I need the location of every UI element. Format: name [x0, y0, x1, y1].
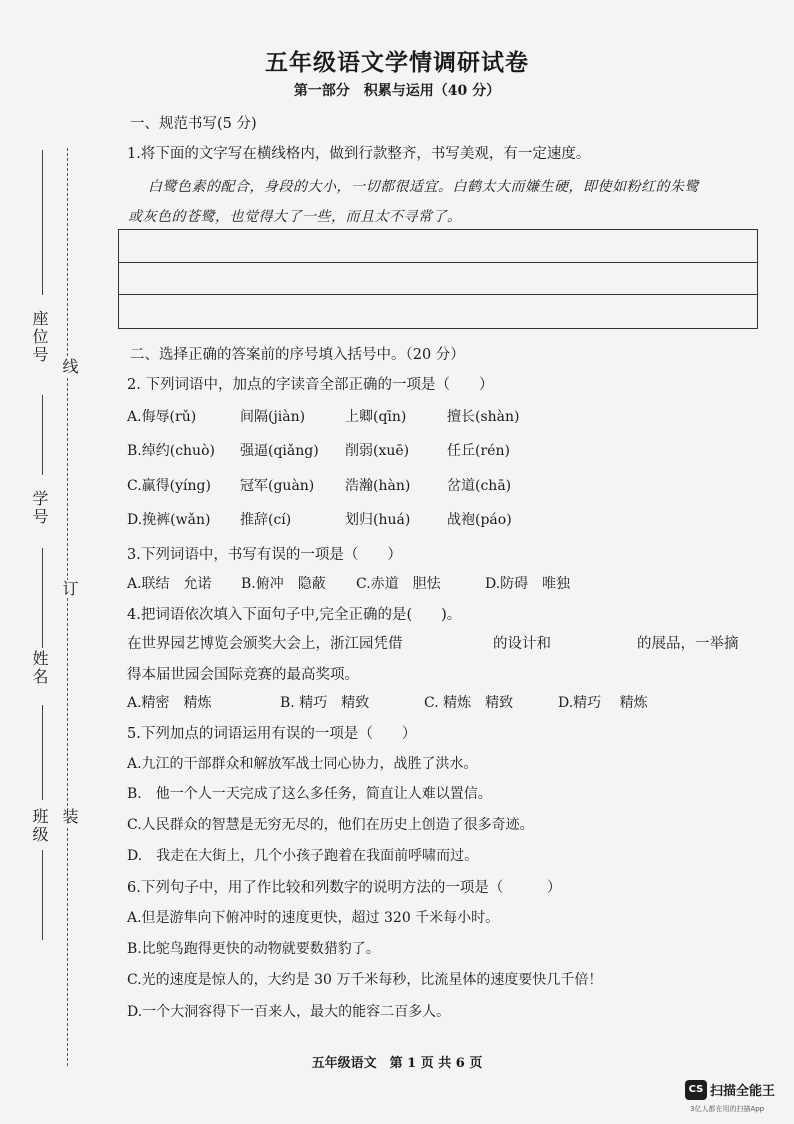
q2-option: 冠军(guàn): [240, 478, 315, 494]
handwriting-grid[interactable]: [118, 229, 758, 329]
name-label: 姓名: [30, 650, 49, 686]
q5-option-a: A.九江的干部群众和解放军战士同心协力，战胜了洪水。: [127, 756, 478, 772]
q2-option: C.赢得(yíng): [127, 478, 211, 494]
q2-option: 浩瀚(hàn): [345, 478, 411, 494]
q5-option-b: B. 他一个人一天完成了这么多任务，简直让人难以置信。: [127, 786, 492, 802]
section1-heading: 一、规范书写(5 分): [130, 116, 257, 132]
q2-option: 强逼(qiǎng): [240, 443, 319, 459]
q2-option: A.侮辱(rǔ): [127, 409, 197, 425]
q3-option-b: B.俯冲 隐蔽: [241, 576, 326, 592]
q6-option-d: D.一个大洞容得下一百来人，最大的能容二百多人。: [127, 1004, 451, 1020]
q2-option: 削弱(xuē): [345, 443, 410, 459]
q2-option: D.挽裤(wǎn): [127, 512, 211, 528]
scanner-app-name: 扫描全能王: [710, 1084, 776, 1099]
q2-option: 间隔(jiàn): [240, 409, 306, 425]
passage-line-2: 或灰色的苍鹭，也觉得大了一些，而且太不寻常了。: [128, 209, 462, 225]
name-blank-line: [42, 548, 43, 648]
line-mark: 线: [60, 358, 79, 376]
binding-line: [67, 148, 68, 1066]
passage-line-1: 白鹭色素的配合，身段的大小，一切都很适宜。白鹤太大而嫌生硬，即使如粉红的朱鹭: [148, 179, 699, 195]
q1-stem: 1.将下面的文字写在横线格内，做到行款整齐，书写美观，有一定速度。: [127, 146, 591, 162]
q6-stem: 6.下列句子中，用了作比较和列数字的说明方法的一项是（ ）: [127, 880, 562, 896]
q2-option: 战袍(páo): [447, 512, 512, 528]
q4-option-d: D.精巧 精炼: [558, 695, 648, 711]
writing-line: [119, 294, 757, 295]
q4-sentence-line2: 得本届世园会国际竞赛的最高奖项。: [127, 667, 359, 683]
page-title: 五年级语文学情调研试卷: [265, 49, 529, 76]
q4-sentence-part2: 的设计和: [493, 636, 551, 652]
page-subtitle: 第一部分 积累与运用（40 分）: [293, 83, 501, 99]
q5-option-c: C.人民群众的智慧是无穷无尽的，他们在历史上创造了很多奇迹。: [127, 817, 534, 833]
bind-mark: 订: [60, 580, 79, 598]
q2-option: 上卿(qīn): [345, 409, 407, 425]
writing-line: [119, 262, 757, 263]
q6-option-b: B.比鸵鸟跑得更快的动物就要数猎豹了。: [127, 941, 380, 957]
bottom-blank-line: [42, 850, 43, 940]
student-number-label: 学号: [30, 490, 49, 526]
q2-option: 划归(huá): [345, 512, 411, 528]
q2-stem: 2. 下列词语中，加点的字读音全部正确的一项是（ ）: [127, 377, 494, 393]
q3-option-d: D.防碍 唯独: [485, 576, 571, 592]
q4-sentence-part1: 在世界园艺博览会颁奖大会上，浙江园凭借: [127, 636, 403, 652]
q4-sentence-part3: 的展品，一举摘: [637, 636, 739, 652]
q3-option-a: A.联结 允诺: [127, 576, 212, 592]
class-blank-line: [42, 705, 43, 800]
q3-stem: 3.下列词语中，书写有误的一项是（ ）: [127, 547, 402, 563]
q4-option-c: C. 精炼 精致: [424, 695, 514, 711]
q2-option: 岔道(chā): [447, 478, 512, 494]
seat-number-label: 座位号: [30, 310, 49, 364]
q6-option-c: C.光的速度是惊人的，大约是 30 万千米每秒，比流星体的速度要快几千倍！: [127, 972, 603, 988]
q2-option: B.绰约(chuò): [127, 443, 215, 459]
q3-option-c: C.赤道 胆怯: [356, 576, 441, 592]
q4-option-a: A.精密 精炼: [127, 695, 212, 711]
page-footer: 五年级语文 第 1 页 共 6 页: [311, 1056, 483, 1071]
scanner-logo: CS: [685, 1080, 707, 1100]
staple-mark: 装: [60, 808, 79, 826]
q2-option: 推辞(cí): [240, 512, 292, 528]
q5-stem: 5.下列加点的词语运用有误的一项是（ ）: [127, 726, 417, 742]
section2-heading: 二、选择正确的答案前的序号填入括号中。（20 分）: [130, 347, 465, 363]
q4-option-b: B. 精巧 精致: [280, 695, 370, 711]
q2-option: 任丘(rén): [447, 443, 510, 459]
q4-stem: 4.把词语依次填入下面句子中,完全正确的是( )。: [127, 607, 462, 623]
student-no-blank-line: [42, 395, 43, 475]
q2-option: 擅长(shàn): [447, 409, 520, 425]
scanner-tagline: 3亿人都在用的扫描App: [690, 1105, 765, 1113]
class-label: 班级: [30, 808, 49, 844]
seat-blank-line: [42, 150, 43, 295]
q6-option-a: A.但是游隼向下俯冲时的速度更快，超过 320 千米每小时。: [127, 910, 500, 926]
q5-option-d: D. 我走在大街上，几个小孩子跑着在我面前呼啸而过。: [127, 848, 479, 864]
